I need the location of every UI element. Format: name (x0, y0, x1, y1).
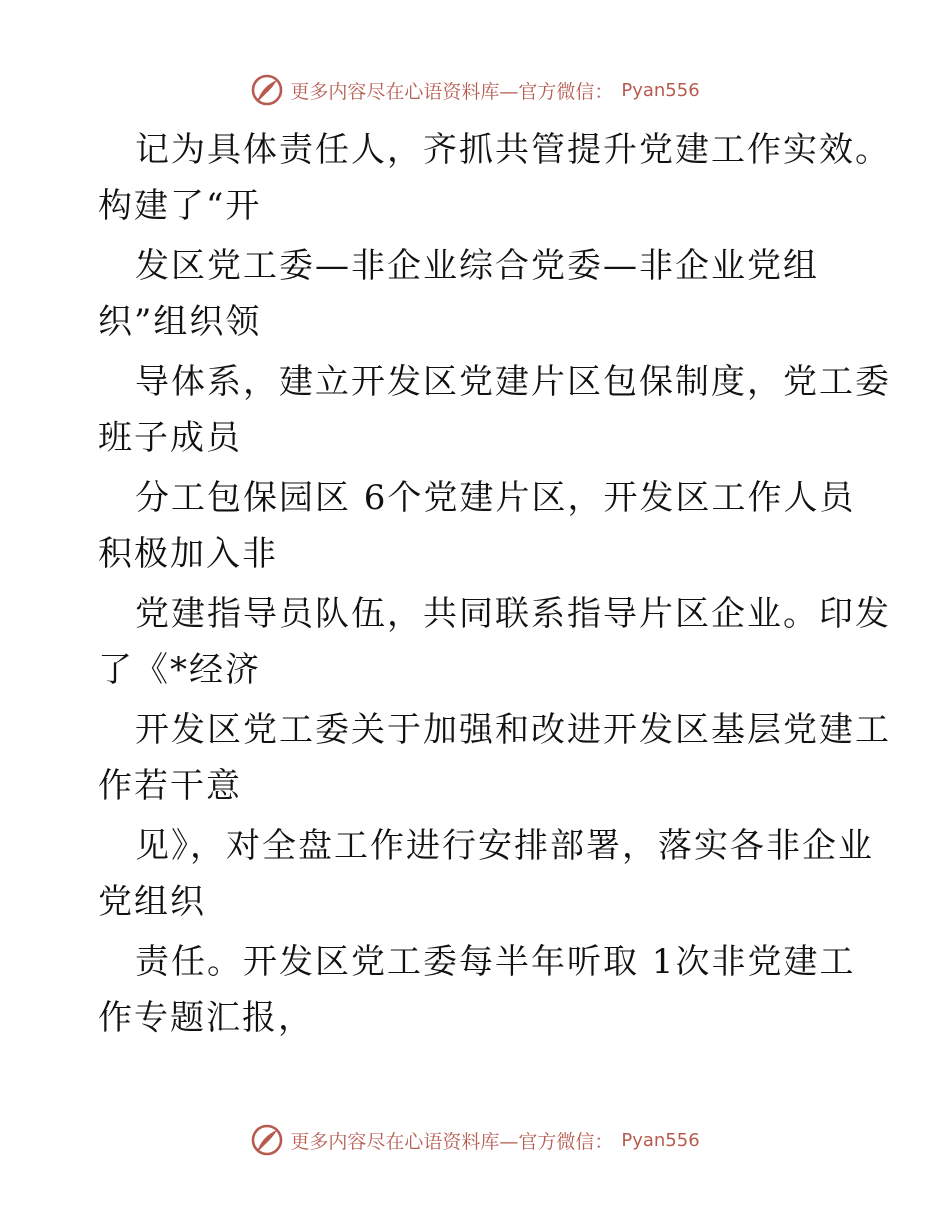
text-line: 党组织 (98, 882, 206, 922)
text-line: 开发区党工委关于加强和改进开发区基层党建工 (135, 710, 891, 750)
text-line: 党建指导员队伍，共同联系指导片区企业。印发 (135, 594, 891, 634)
text-line: 记为具体责任人，齐抓共管提升党建工作实效。 (135, 130, 891, 170)
text-line: 发区党工委—非企业综合党委—非企业党组 (135, 246, 819, 286)
text-line: 见》，对全盘工作进行安排部署，落实各非企业 (135, 826, 874, 866)
text-line: 构建了“开 (98, 186, 262, 226)
watermark-id: Pyan556 (621, 79, 700, 101)
watermark-text: 更多内容尽在心语资料库—官方微信： (290, 1130, 614, 1153)
text-line: 了《*经济 (98, 650, 261, 690)
text-line: 积极加入非 (98, 534, 278, 574)
quill-pen-seal-icon (250, 1123, 284, 1157)
text-line: 责任。开发区党工委每半年听取 1次非党建工 (135, 942, 856, 982)
watermark-text: 更多内容尽在心语资料库—官方微信： (290, 80, 614, 103)
text-line: 作若干意 (98, 766, 242, 806)
watermark-id: Pyan556 (621, 1129, 700, 1151)
text-line: 织”组织领 (98, 302, 262, 342)
header-watermark (0, 70, 950, 110)
quill-pen-seal-icon (250, 73, 284, 107)
text-line: 作专题汇报， (98, 998, 314, 1038)
text-line: 分工包保园区 6个党建片区，开发区工作人员 (135, 478, 856, 518)
footer-watermark (0, 1120, 950, 1160)
text-line: 班子成员 (98, 418, 242, 458)
text-line: 导体系，建立开发区党建片区包保制度，党工委 (135, 362, 891, 402)
